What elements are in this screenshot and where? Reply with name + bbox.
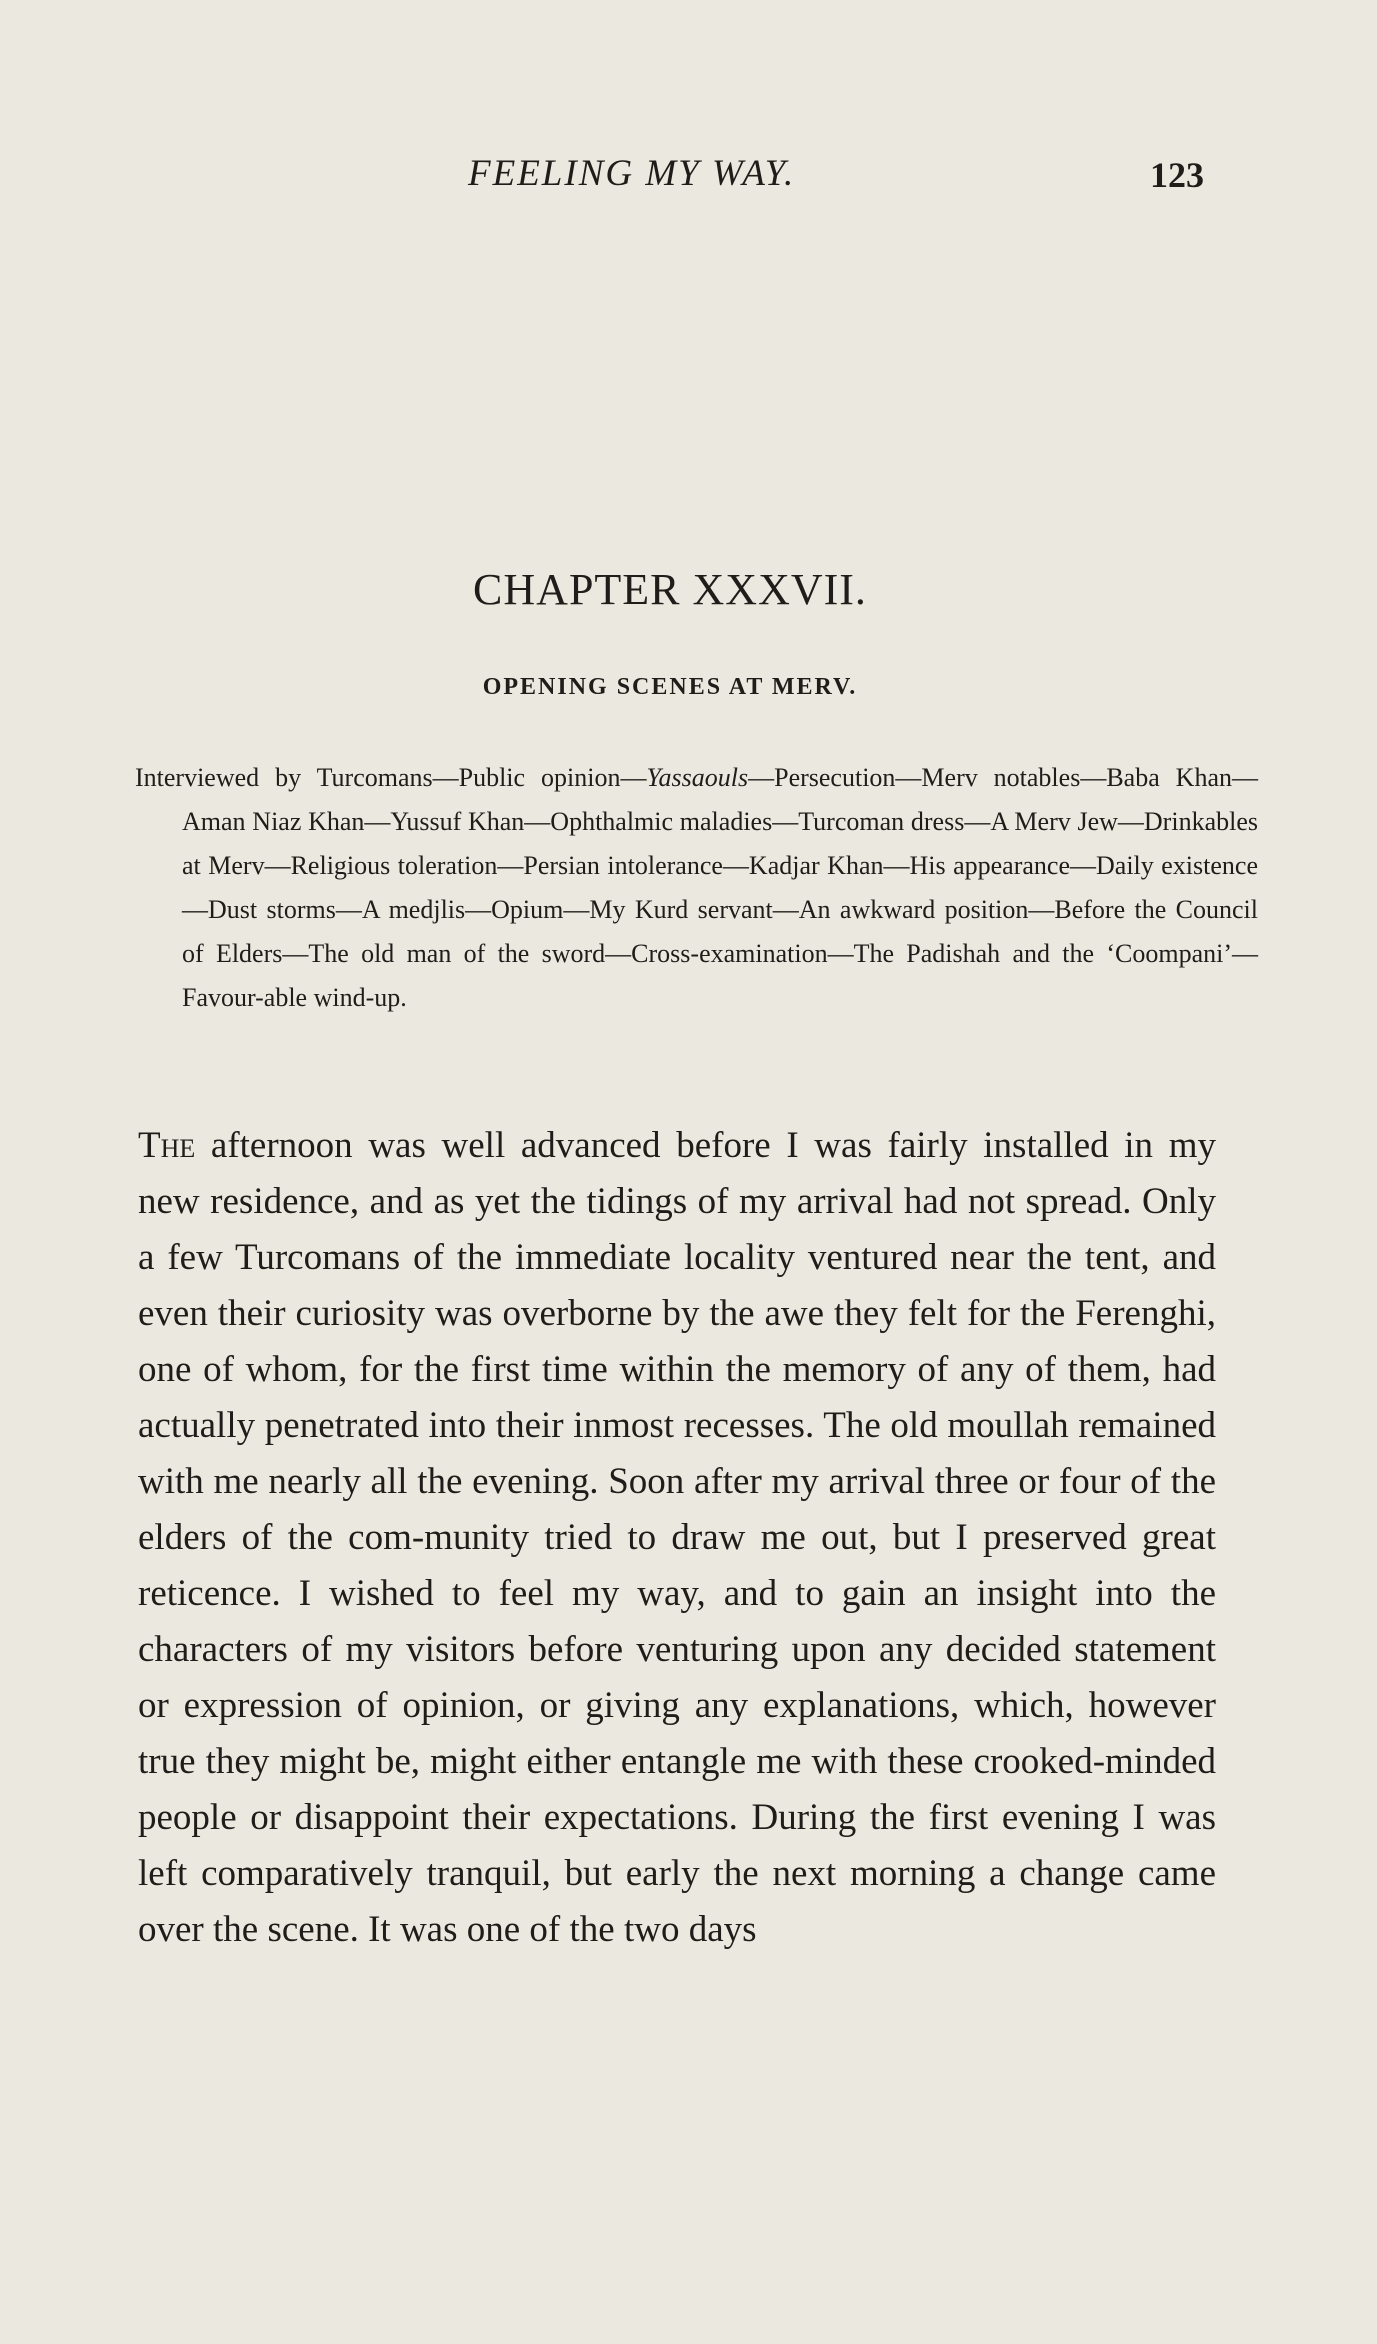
chapter-synopsis bbox=[135, 756, 1258, 1020]
body-paragraph bbox=[138, 1118, 1216, 1958]
chapter-subtitle: OPENING SCENES AT MERV. bbox=[482, 674, 858, 700]
opening-word: The bbox=[138, 1125, 196, 1166]
synopsis-part-2: —Persecution—Merv notables—Baba Khan—Aman Niaz Khan—Yussuf Khan—Ophthalmic maladies—Turcoman dress—A Merv Jew—Drinkables at Merv—Religious toleration—Persian intolerance—Kadjar Khan—His appearance—Daily existence—Dust storms—A medjlis—Opium—My Kurd servant—An awkward position—Before the Council of Elders—The old man of the sword—Cross-examination—The Padishah and the ‘Coompani’—Favour-able wind-up. bbox=[182, 763, 1258, 1012]
chapter-title: CHAPTER XXXVII. bbox=[473, 565, 867, 614]
running-head bbox=[0, 152, 1377, 202]
running-title: FEELING MY WAY. bbox=[468, 153, 796, 194]
synopsis-part-1: Interviewed by Turcomans—Public opinion— bbox=[135, 763, 647, 792]
body-text: afternoon was well advanced before I was fairly installed in my new residence, and as yet the tidings of my arrival had not spread. Only a few Turcomans of the immediate locality ventured near the tent, and even their curiosity was overborne by the awe they felt for the Ferenghi, one of whom, for the first time within the memory of any of them, had actually penetrated into their inmost recesses. The old moullah remained with me nearly all the evening. Soon after my arrival three or four of the elders of the com-munity tried to draw me out, but I preserved great reticence. I wished to feel my way, and to gain an insight into the characters of my visitors before venturing upon any decided statement or expression of opinion, or giving any explanations, which, however true they might be, might either entangle me with these crooked-minded people or disappoint their expectations. During the first evening I was left comparatively tranquil, but early the next morning a change came over the scene. It was one of the two days bbox=[138, 1125, 1216, 1950]
synopsis-italic-term: Yassaouls bbox=[646, 763, 749, 792]
page-number: 123 bbox=[1150, 155, 1204, 195]
